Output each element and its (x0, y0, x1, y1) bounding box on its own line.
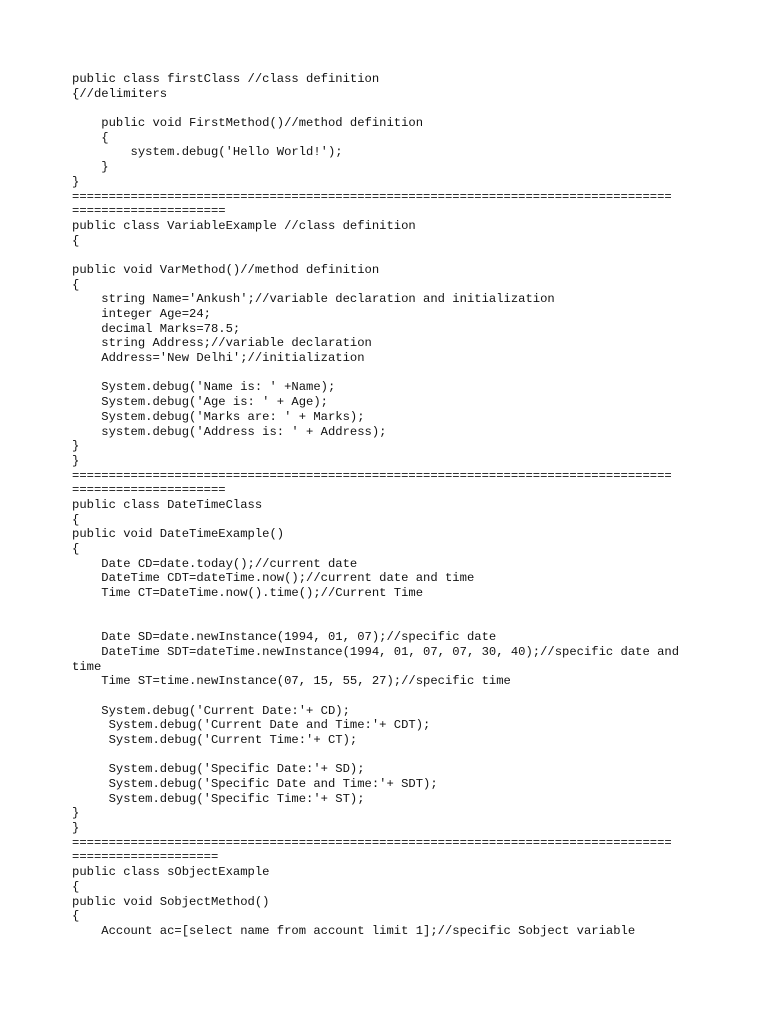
code-line: Time CT=DateTime.now().time();//Current Time (72, 586, 424, 601)
code-line: { (72, 909, 80, 924)
code-line: ===================== (72, 204, 226, 219)
code-line: System.debug('Current Date:'+ CD); (72, 703, 350, 718)
code-line: string Address;//variable declaration (72, 336, 372, 351)
code-line: public class DateTimeClass (72, 497, 263, 512)
code-line (72, 689, 702, 704)
code-line: System.debug('Current Time:'+ CT); (72, 732, 358, 747)
code-line: { (72, 233, 80, 248)
code-line: { (72, 512, 80, 527)
code-line: public void SobjectMethod() (72, 894, 270, 909)
code-line: { (72, 542, 80, 556)
code-line: system.debug('Hello World!'); (72, 145, 343, 160)
code-line: ===================== (72, 483, 226, 498)
code-line: } (72, 806, 80, 821)
code-line: } (72, 439, 80, 454)
code-line: public class VariableExample //class definition (72, 218, 416, 233)
code-line: public void FirstMethod()//method definition (72, 116, 424, 131)
code-line: Date CD=date.today();//current date (72, 556, 358, 571)
code-line: public class firstClass //class definition (72, 72, 380, 86)
code-line: ================================================================================== (72, 835, 672, 850)
code-line (72, 748, 702, 763)
code-line: time (72, 659, 102, 674)
code-line: Time ST=time.newInstance(07, 15, 55, 27);//specific time (72, 674, 511, 689)
code-line: System.debug('Current Date and Time:'+ CDT); (72, 718, 431, 733)
code-line: ==================== (72, 850, 219, 865)
code-line: System.debug('Specific Date:'+ SD); (72, 762, 365, 777)
code-line: DateTime SDT=dateTime.newInstance(1994, 01, 07, 07, 30, 40);//specific date and (72, 644, 680, 659)
code-line: public class sObjectExample (72, 865, 270, 880)
code-line: } (72, 453, 80, 468)
code-line: integer Age=24; (72, 307, 211, 321)
code-line: ================================================================================== (72, 468, 672, 483)
code-line: string Name='Ankush';//variable declaration and initialization (72, 292, 555, 307)
code-line: Address='New Delhi';//initialization (72, 351, 365, 366)
code-line: System.debug('Specific Time:'+ ST); (72, 791, 365, 806)
code-line: ================================================================================== (72, 189, 672, 204)
code-line: } (72, 160, 109, 175)
code-line: Account ac=[select name from account limit 1];//specific Sobject variable (72, 923, 636, 938)
code-line (72, 601, 702, 616)
code-line: System.debug('Marks are: ' + Marks); (72, 409, 365, 424)
code-line (72, 248, 702, 263)
code-listing (72, 72, 702, 939)
code-line: { (72, 277, 80, 292)
code-line: } (72, 821, 80, 836)
code-line: {//delimiters (72, 86, 168, 101)
code-line: Date SD=date.newInstance(1994, 01, 07);//specific date (72, 630, 497, 645)
code-line: public void DateTimeExample() (72, 527, 285, 542)
code-line (72, 101, 702, 116)
code-line: DateTime CDT=dateTime.now();//current date and time (72, 571, 475, 586)
code-line: decimal Marks=78.5; (72, 321, 241, 336)
code-line: System.debug('Specific Date and Time:'+ SDT); (72, 777, 438, 791)
code-line: System.debug('Name is: ' +Name); (72, 380, 336, 395)
code-line: public void VarMethod()//method definition (72, 262, 380, 277)
code-line (72, 615, 702, 630)
code-line (72, 366, 702, 381)
code-line: } (72, 174, 80, 189)
code-line: { (72, 130, 109, 145)
code-line: { (72, 879, 80, 894)
code-line: System.debug('Age is: ' + Age); (72, 395, 328, 410)
code-line: system.debug('Address is: ' + Address); (72, 424, 387, 439)
